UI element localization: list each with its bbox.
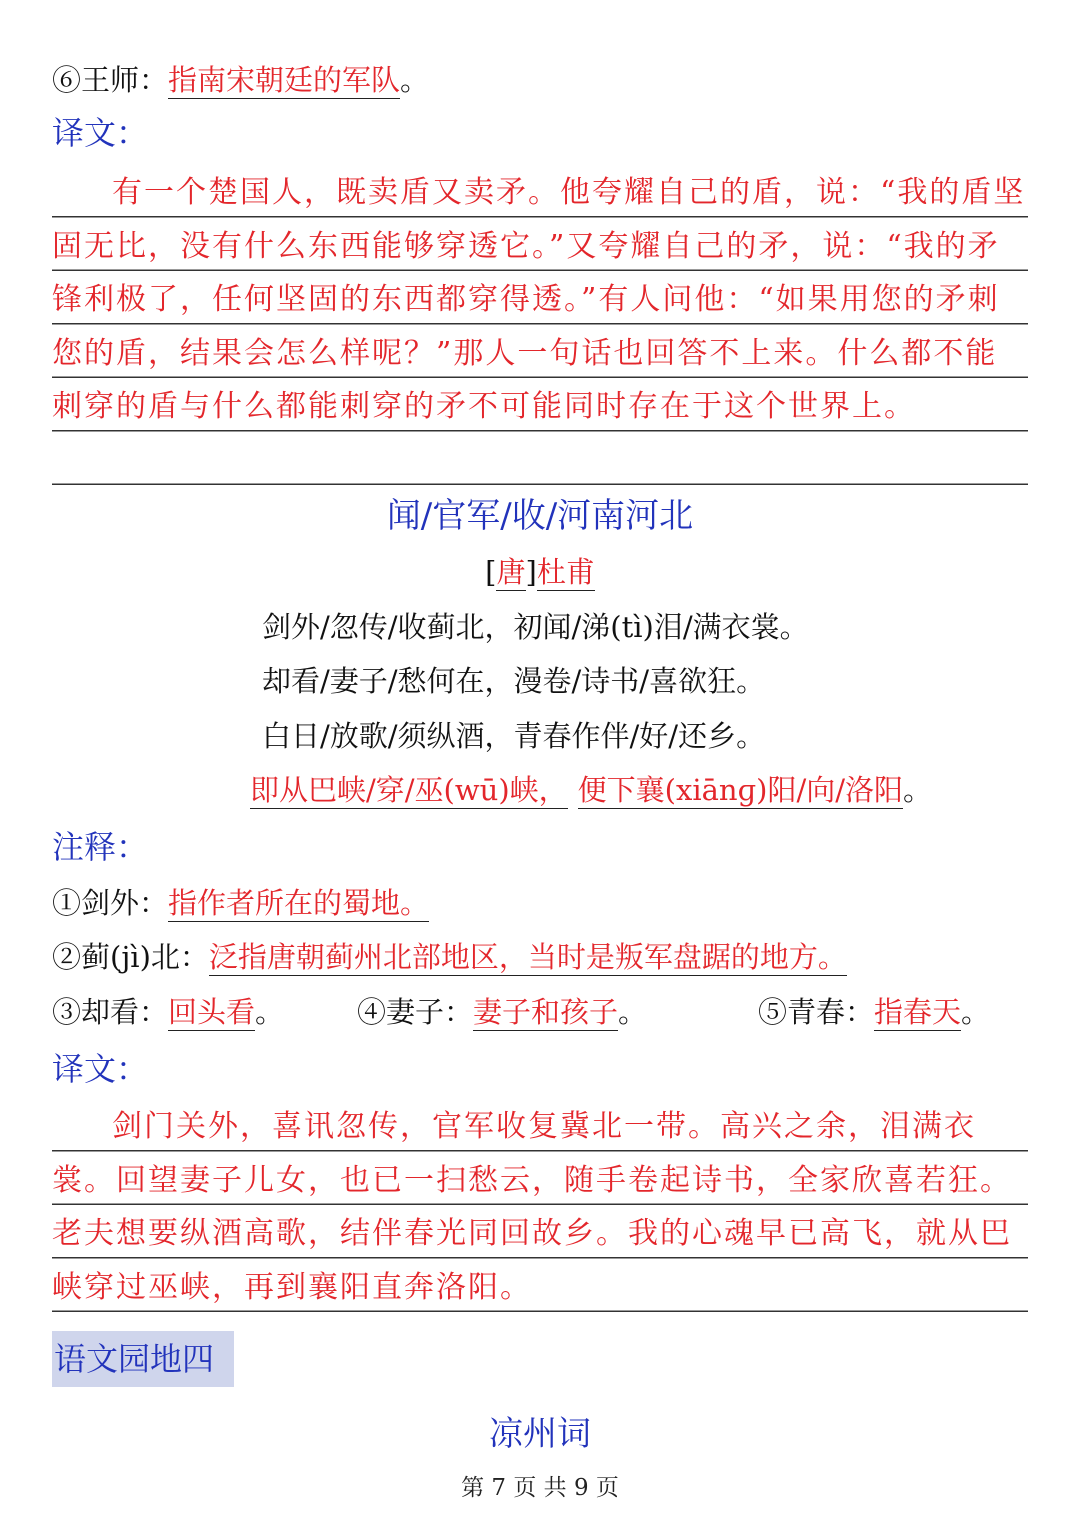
poem-line-4-part-a: 即从巴峡/穿/巫(wū)峡，	[250, 773, 568, 807]
note-number: ②蓟(jì)北：	[52, 940, 209, 974]
next-poem-title: 凉州词	[489, 1414, 591, 1454]
translation-paragraph	[52, 166, 1028, 487]
bracket-open: [	[485, 555, 497, 589]
bracket-close: ]	[525, 555, 537, 589]
note-number: ⑤青春：	[758, 995, 875, 1029]
note-text: 泛指唐朝蓟州北部地区，当时是叛军盘踞的地方。	[208, 940, 847, 974]
poem-line-3: 白日/放歌/须纵酒，青春作伴/好/还乡。	[262, 719, 766, 753]
note-text: 妻子和孩子	[473, 995, 619, 1029]
note-text: 指南宋朝廷的军队	[168, 63, 401, 97]
note-3	[52, 992, 284, 1032]
note-number: ④妻子：	[357, 995, 474, 1029]
translation-label: 译文：	[52, 114, 149, 152]
note-text: 指作者所在的蜀地。	[168, 886, 430, 920]
translation-text: 有一个楚国人，既卖盾又卖矛。他夸耀自己的盾，说：“我的盾坚固无比，没有什么东西能够穿透它。”又夸耀自己的矛，说：“我的矛锋利极了，任何坚固的东西都穿得透。”有人问他：“如果用您的矛刺您的盾，结果会怎么样呢？”那人一句话也回答不上来。什么都不能刺穿的盾与什么都能刺穿的矛不可能同时存在于这个世界上。	[52, 175, 1026, 424]
note-2	[52, 937, 1028, 977]
note-5	[758, 992, 990, 1032]
poem-line-4	[250, 770, 932, 810]
section-heading: 语文园地四	[52, 1331, 234, 1387]
poem-author-line	[0, 552, 1080, 592]
translation-label-2: 译文：	[52, 1050, 149, 1088]
note-end: 。	[400, 63, 430, 97]
note-text: 指春天	[874, 995, 962, 1029]
note-4	[357, 992, 647, 1032]
poem-line-1: 剑外/忽传/收蓟北，初闻/涕(tì)泪/满衣裳。	[262, 610, 809, 644]
translation-paragraph-2	[52, 1100, 1028, 1316]
note-end: 。	[618, 995, 648, 1029]
note-number: ⑥王师：	[52, 63, 169, 97]
poem-line-2: 却看/妻子/愁何在，漫卷/诗书/喜欲狂。	[262, 664, 766, 698]
page-footer: 第 7 页 共 9 页	[461, 1475, 619, 1501]
poem-title: 闻/官军/收/河南河北	[386, 496, 694, 536]
poem-dynasty: 唐	[496, 555, 526, 589]
notes-label: 注释：	[52, 828, 149, 866]
translation-text-2: 剑门关外，喜讯忽传，官军收复冀北一带。高兴之余，泪满衣裳。回望妻子儿女，也已一扫愁云，随手卷起诗书，全家欣喜若狂。老夫想要纵酒高歌，结伴春光同回故乡。我的心魂早已高飞，就从巴峡穿过巫峡，再到襄阳直奔洛阳。	[52, 1109, 1012, 1305]
note-number: ①剑外：	[52, 886, 169, 920]
note-end: 。	[255, 995, 285, 1029]
poem-author: 杜甫	[536, 555, 595, 589]
poem-line-4-end: 。	[903, 773, 933, 807]
note-6	[52, 60, 1028, 100]
note-number: ③却看：	[52, 995, 169, 1029]
note-text: 回头看	[168, 995, 256, 1029]
note-1	[52, 883, 1028, 923]
note-end: 。	[961, 995, 991, 1029]
poem-line-4-part-b: 便下襄(xiānɡ)阳/向/洛阳	[577, 773, 904, 807]
